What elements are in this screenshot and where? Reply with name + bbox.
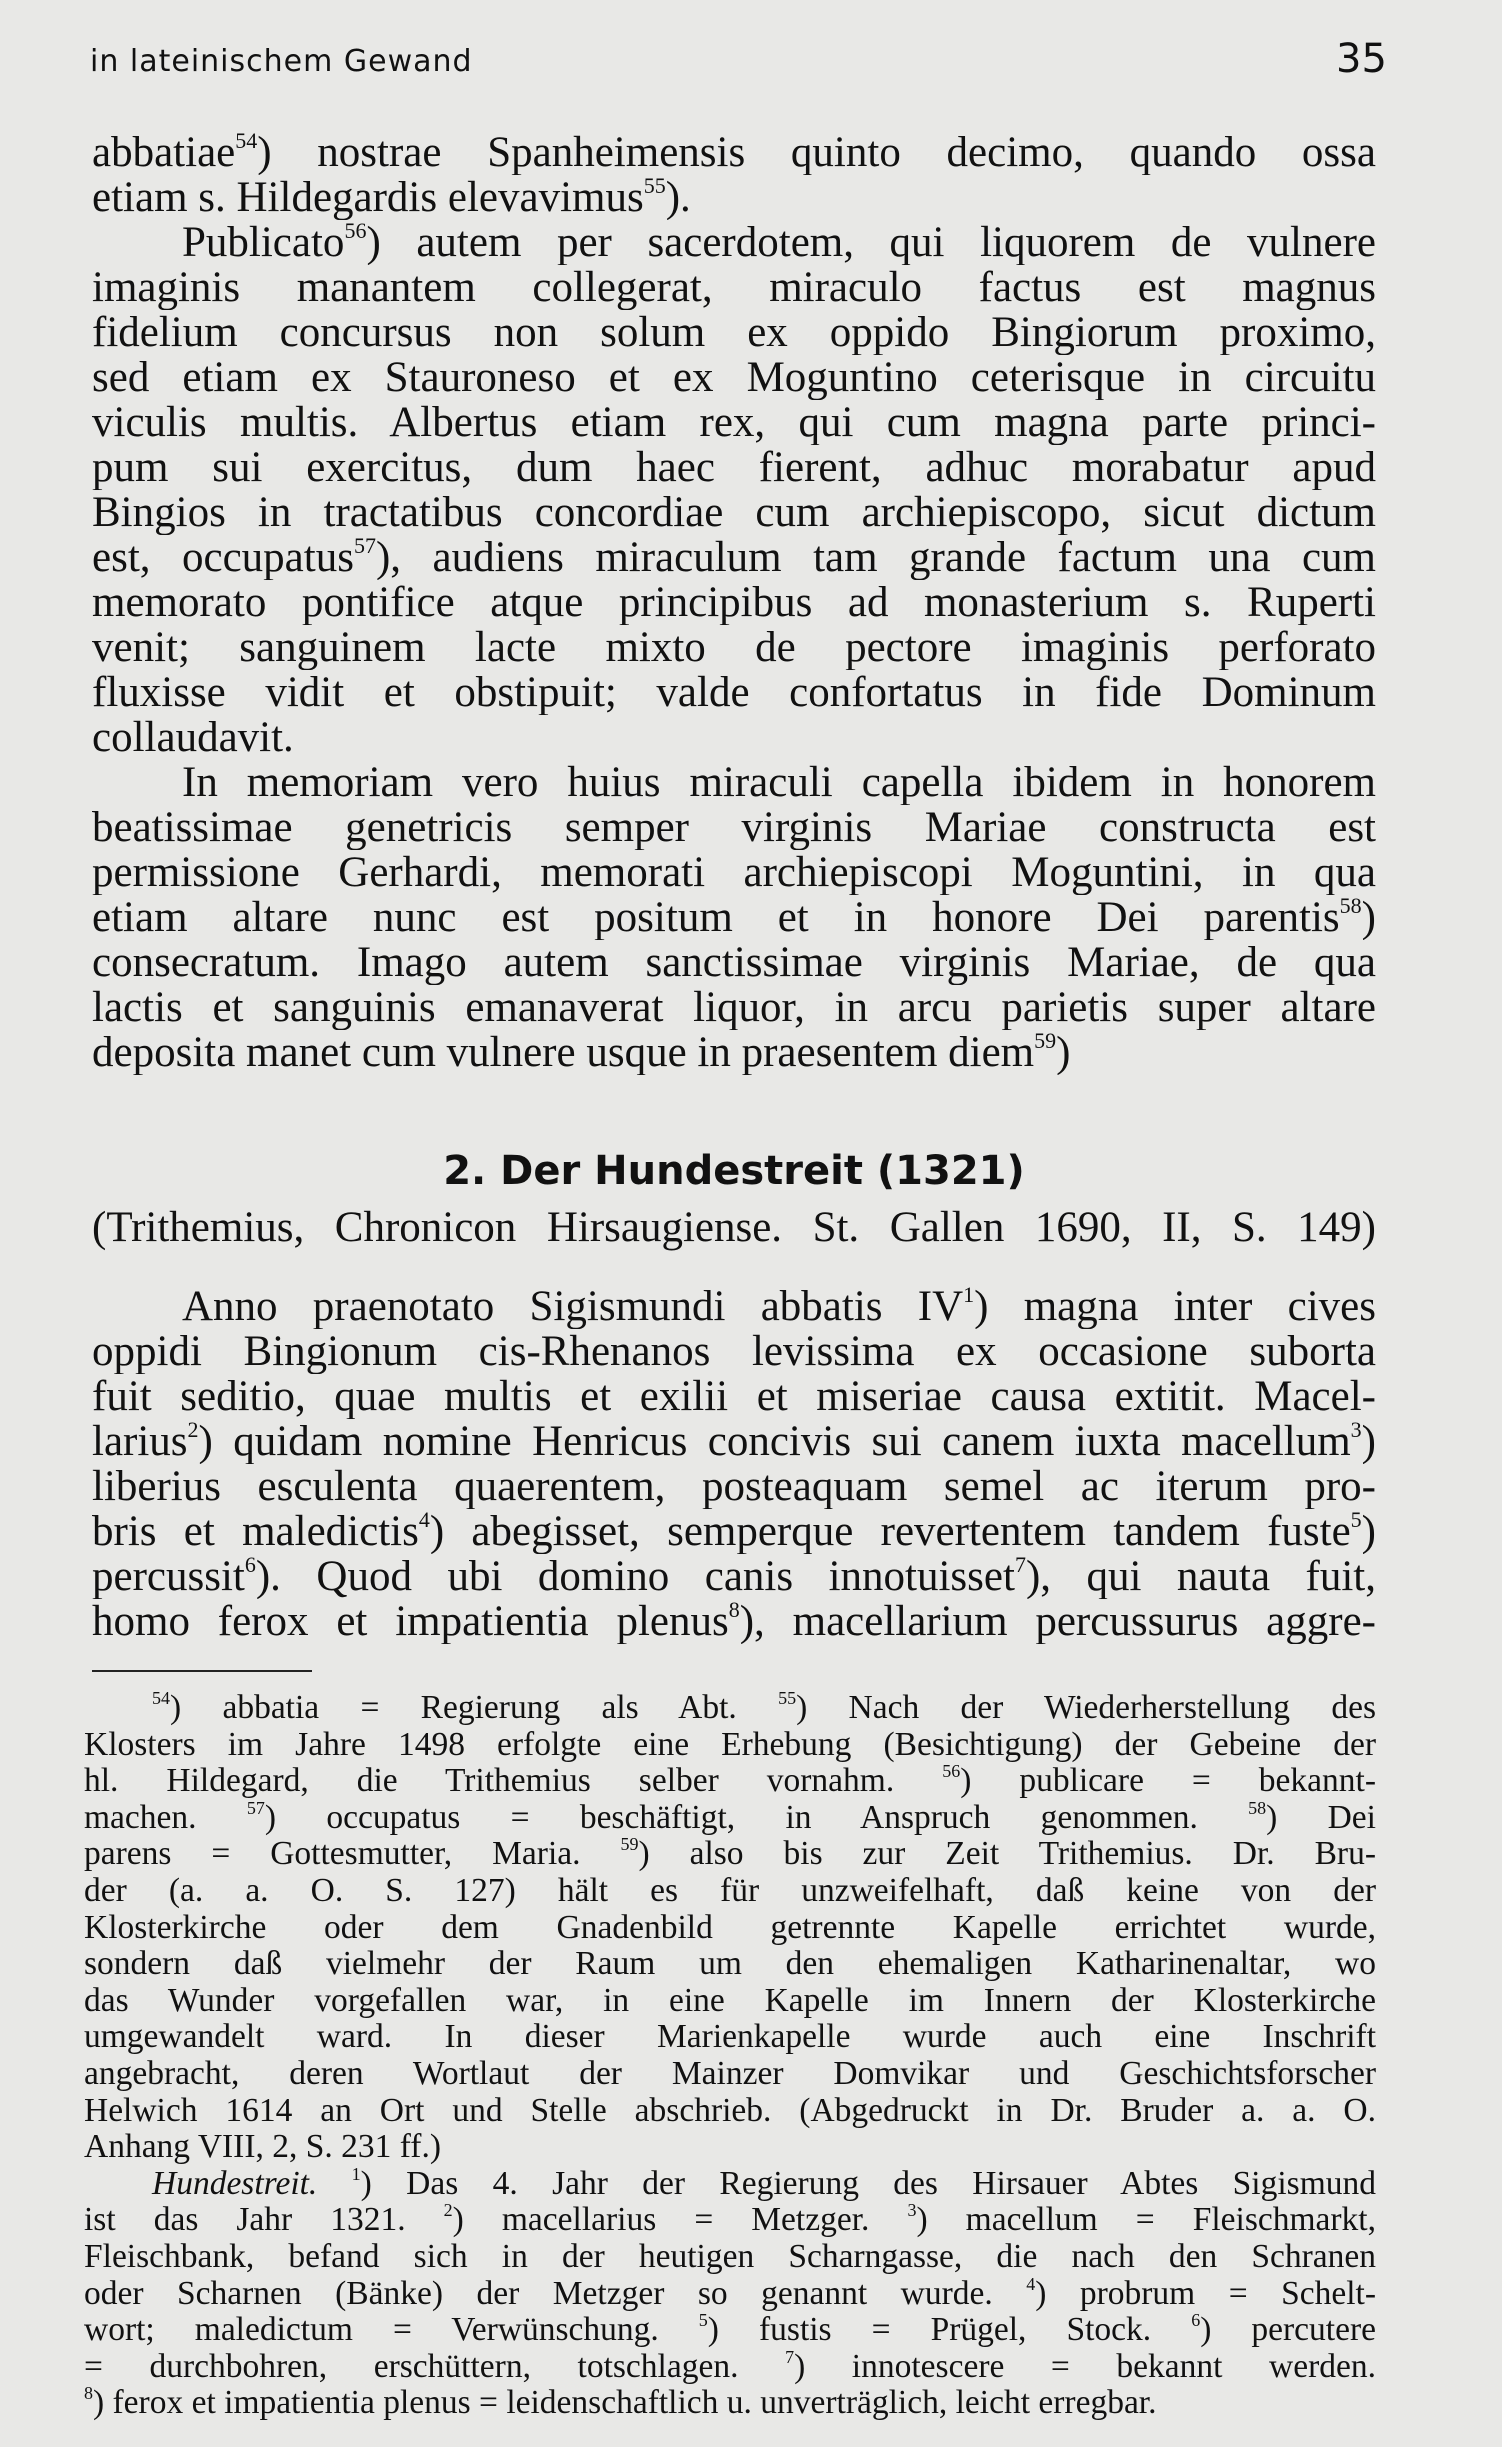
- text-segment: ) macellarius = Metzger.: [452, 2202, 908, 2239]
- text-segment: fluxisse vidit et obstipuit; valde confortatus in fide Dominum: [92, 670, 1376, 715]
- footnote-line: [84, 1690, 1376, 1727]
- footnote-marker: 5: [1350, 1509, 1362, 1532]
- text-segment: ) Nach der Wiederherstellung des: [796, 1690, 1376, 1726]
- text-segment: ) abegisset, semperque revertentem tandem fuste: [429, 1509, 1351, 1554]
- text-line: [92, 895, 1376, 940]
- footnote-line: [84, 2349, 1376, 2386]
- footnote-marker: 8: [728, 1599, 740, 1622]
- text-segment: lactis et sanguinis emanaverat liquor, in arcu parietis super altare: [92, 985, 1376, 1030]
- footnote-marker: 57: [353, 535, 376, 558]
- text-segment: ), audiens miraculum tam grande factum una cum: [375, 535, 1376, 580]
- text-segment: hl. Hildegard, die Trithemius selber vornahm.: [84, 1763, 943, 1800]
- text-segment: consecratum. Imago autem sanctissimae virginis Mariae, de qua: [92, 940, 1376, 985]
- second-text: [92, 1284, 1376, 1644]
- text-segment: ) percutere: [1200, 2312, 1376, 2349]
- text-segment: liberius esculenta quaerentem, posteaquam semel ac iterum pro-: [92, 1464, 1376, 1509]
- text-line: [92, 220, 1376, 265]
- running-head: in lateinischem Gewand: [90, 44, 473, 79]
- text-segment: ): [1056, 1030, 1071, 1075]
- footnote-marker: 58: [1248, 1799, 1267, 1818]
- text-segment: percussit: [92, 1554, 245, 1599]
- footnote-line: [84, 1910, 1376, 1947]
- footnote-marker: 4: [418, 1509, 430, 1532]
- text-segment: etiam altare nunc est positum et in honore Dei parentis: [92, 895, 1340, 940]
- text-segment: Anno praenotato Sigismundi abbatis IV: [182, 1284, 964, 1329]
- text-line: [92, 355, 1376, 400]
- text-segment: machen.: [84, 1799, 247, 1836]
- text-segment: ). Quod ubi domino canis innotuisset: [255, 1554, 1015, 1599]
- text-segment: Fleischbank, befand sich in der heutigen Scharngasse, die nach den Schranen: [84, 2238, 1376, 2275]
- text-line: [92, 265, 1376, 310]
- footnote-line: [84, 2093, 1376, 2130]
- text-segment: ) ferox et impatientia plenus = leidenschaftlich u. unverträglich, leicht erregbar.: [93, 2385, 1157, 2422]
- text-segment: das Wunder vorgefallen war, in eine Kapelle im Innern der Klosterkirche: [84, 1982, 1376, 2019]
- footnote-marker: 6: [1191, 2312, 1201, 2331]
- text-line: [92, 310, 1376, 355]
- text-segment: venit; sanguinem lacte mixto de pectore imaginis perforato: [92, 625, 1376, 670]
- footnote-line: [84, 2312, 1376, 2349]
- text-segment: Anhang VIII, 2, S. 231 ff.): [84, 2129, 441, 2166]
- text-segment: ) abbatia = Regierung als Abt.: [170, 1690, 779, 1726]
- text-segment: ) probrum = Schelt-: [1035, 2275, 1376, 2312]
- text-line: [92, 940, 1376, 985]
- text-segment: umgewandelt ward. In dieser Marienkapelle wurde auch eine Inschrift: [84, 2019, 1376, 2056]
- text-segment: bris et maledictis: [92, 1509, 419, 1554]
- footnote-marker: 58: [1339, 895, 1362, 918]
- footnote-line: [84, 1800, 1376, 1837]
- footnote-line: [84, 2056, 1376, 2093]
- footnote-line: [84, 1983, 1376, 2020]
- text-segment: abbatiae: [92, 130, 236, 175]
- footnote-line: [84, 2019, 1376, 2056]
- text-line: [92, 760, 1376, 805]
- footnote-line: [84, 1946, 1376, 1983]
- text-segment: ): [1361, 1419, 1376, 1464]
- main-text: [92, 130, 1376, 1075]
- text-segment: ), macellarium percussurus aggre-: [739, 1599, 1376, 1644]
- text-line: [92, 1419, 1376, 1464]
- text-segment: Bingios in tractatibus concordiae cum archiepiscopo, sicut dictum: [92, 490, 1376, 535]
- footnote-marker: 7: [1014, 1554, 1026, 1577]
- text-segment: ) fustis = Prügel, Stock.: [707, 2312, 1192, 2349]
- text-line: [92, 580, 1376, 625]
- text-line: [92, 670, 1376, 715]
- footnote-marker: 3: [1350, 1419, 1362, 1442]
- text-line: [92, 535, 1376, 580]
- text-segment: ) innotescere = bekannt werden.: [794, 2348, 1376, 2385]
- text-segment: Publicato: [182, 220, 345, 265]
- text-line: [92, 1030, 1376, 1075]
- text-segment: memorato pontifice atque principibus ad monasterium s. Ruperti: [92, 580, 1376, 625]
- text-segment: ): [1361, 1509, 1376, 1554]
- footnote-marker: 5: [698, 2312, 708, 2331]
- text-segment: ) also bis zur Zeit Trithemius. Dr. Bru-: [638, 1836, 1376, 1873]
- footnote-marker: 8: [84, 2385, 93, 2404]
- text-segment: ).: [665, 175, 691, 220]
- footnote-line: [84, 2385, 1376, 2422]
- section-source: (Trithemius, Chronicon Hirsaugiense. St. Gallen 1690, II, S. 149): [92, 1204, 1376, 1251]
- text-line: [92, 805, 1376, 850]
- text-segment: Klosterkirche oder dem Gnadenbild getrennte Kapelle errichtet wurde,: [84, 1909, 1376, 1946]
- text-line: [92, 400, 1376, 445]
- text-line: [92, 1329, 1376, 1374]
- text-line: [92, 175, 1376, 220]
- text-line: [92, 1464, 1376, 1509]
- text-segment: ) Das 4. Jahr der Regierung des Hirsauer Abtes Sigismund: [360, 2165, 1376, 2202]
- text-segment: fidelium concursus non solum ex oppido Bingiorum proximo,: [92, 310, 1376, 355]
- text-segment: larius: [92, 1419, 188, 1464]
- text-segment: beatissimae genetricis semper virginis Mariae constructa est: [92, 805, 1376, 850]
- footnote-marker: 4: [1026, 2275, 1036, 2294]
- text-segment: oppidi Bingionum cis-Rhenanos levissima ex occasione suborta: [92, 1329, 1376, 1374]
- text-segment: fuit seditio, quae multis et exilii et miseriae causa extitit. Macel-: [92, 1374, 1376, 1419]
- text-segment: collaudavit.: [92, 715, 294, 760]
- text-line: [92, 1599, 1376, 1644]
- footnote-marker: 2: [443, 2202, 453, 2221]
- footnote-marker: 56: [942, 1763, 961, 1782]
- footnote-line: [84, 2239, 1376, 2276]
- text-segment: ) quidam nomine Henricus concivis sui canem iuxta macellum: [198, 1419, 1351, 1464]
- text-segment: parens = Gottesmutter, Maria.: [84, 1836, 621, 1873]
- footnotes: [84, 1690, 1376, 2422]
- footnote-marker: 1: [351, 2165, 361, 2184]
- footnote-marker: 56: [344, 220, 367, 243]
- text-segment: wort; maledictum = Verwünschung.: [84, 2312, 699, 2349]
- text-line: [92, 490, 1376, 535]
- text-line: [92, 1509, 1376, 1554]
- text-segment: der (a. a. O. S. 127) hält es für unzweifelhaft, daß keine von der: [84, 1872, 1376, 1909]
- text-segment: ), qui nauta fuit,: [1025, 1554, 1376, 1599]
- footnote-marker: 57: [246, 1799, 265, 1818]
- footnote-marker: 54: [152, 1690, 170, 1708]
- text-segment: ) Dei: [1266, 1799, 1376, 1836]
- footnote-marker: 55: [643, 175, 666, 198]
- text-segment: ) occupatus = beschäftigt, in Anspruch genommen.: [264, 1799, 1249, 1836]
- footnote-marker: 54: [235, 130, 258, 153]
- text-segment: ) nostrae Spanheimensis quinto decimo, quando ossa: [257, 130, 1376, 175]
- footnote-line: [84, 2202, 1376, 2239]
- footnote-line: [84, 2129, 1376, 2166]
- footnote-marker: 2: [187, 1419, 199, 1442]
- text-segment: ) magna inter cives: [974, 1284, 1376, 1329]
- text-segment: angebracht, deren Wortlaut der Mainzer Domvikar und Geschichtsforscher: [84, 2055, 1376, 2092]
- text-line: [92, 850, 1376, 895]
- section-heading: 2. Der Hundestreit (1321): [443, 1148, 1025, 1194]
- text-segment: pum sui exercitus, dum haec fierent, adhuc morabatur apud: [92, 445, 1376, 490]
- text-segment: imaginis manantem collegerat, miraculo factus est magnus: [92, 265, 1376, 310]
- text-line: [92, 715, 1376, 760]
- text-segment: etiam s. Hildegardis elevavimus: [92, 175, 644, 220]
- footnote-line: [84, 1727, 1376, 1764]
- text-segment: ist das Jahr 1321.: [84, 2202, 444, 2239]
- text-segment: ) autem per sacerdotem, qui liquorem de vulnere: [366, 220, 1376, 265]
- text-segment: est, occupatus: [92, 535, 354, 580]
- text-segment: homo ferox et impatientia plenus: [92, 1599, 729, 1644]
- text-line: [92, 1374, 1376, 1419]
- text-segment: oder Scharnen (Bänke) der Metzger so genannt wurde.: [84, 2275, 1027, 2312]
- text-segment: sondern daß vielmehr der Raum um den ehemaligen Katharinenaltar, wo: [84, 1946, 1376, 1983]
- footnote-line: [84, 1836, 1376, 1873]
- footnote-rule: [92, 1670, 312, 1672]
- text-line: [92, 445, 1376, 490]
- text-line: [92, 1284, 1376, 1329]
- text-segment: Hundestreit.: [152, 2165, 318, 2202]
- footnote-line: [84, 1873, 1376, 1910]
- footnote-marker: 59: [620, 1836, 639, 1855]
- text-segment: ) macellum = Fleischmarkt,: [916, 2202, 1376, 2239]
- text-segment: ) publicare = bekannt-: [960, 1763, 1376, 1800]
- footnote-marker: 59: [1034, 1030, 1057, 1053]
- footnote-line: [84, 2276, 1376, 2313]
- text-segment: sed etiam ex Stauroneso et ex Moguntino ceterisque in circuitu: [92, 355, 1376, 400]
- footnote-marker: 6: [244, 1554, 256, 1577]
- footnote-line: [84, 2166, 1376, 2203]
- footnote-marker: 7: [785, 2348, 795, 2367]
- text-line: [92, 130, 1376, 175]
- text-segment: permissione Gerhardi, memorati archiepiscopi Moguntini, in qua: [92, 850, 1376, 895]
- footnote-marker: 3: [907, 2202, 917, 2221]
- text-segment: = durchbohren, erschüttern, totschlagen.: [84, 2348, 786, 2385]
- text-segment: ): [1361, 895, 1376, 940]
- text-segment: In memoriam vero huius miraculi capella ibidem in honorem: [182, 760, 1376, 805]
- text-segment: viculis multis. Albertus etiam rex, qui cum magna parte princi-: [92, 400, 1376, 445]
- page-number: 35: [1336, 36, 1387, 82]
- footnote-line: [84, 1763, 1376, 1800]
- text-segment: [317, 2166, 351, 2202]
- footnote-marker: 55: [778, 1690, 797, 1708]
- text-segment: deposita manet cum vulnere usque in praesentem diem: [92, 1030, 1035, 1075]
- text-line: [92, 1554, 1376, 1599]
- footnote-marker: 1: [963, 1284, 975, 1307]
- text-segment: Klosters im Jahre 1498 erfolgte eine Erhebung (Besichtigung) der Gebeine der: [84, 1726, 1376, 1763]
- text-segment: Helwich 1614 an Ort und Stelle abschrieb. (Abgedruckt in Dr. Bruder a. a. O.: [84, 2092, 1376, 2129]
- text-line: [92, 985, 1376, 1030]
- text-line: [92, 625, 1376, 670]
